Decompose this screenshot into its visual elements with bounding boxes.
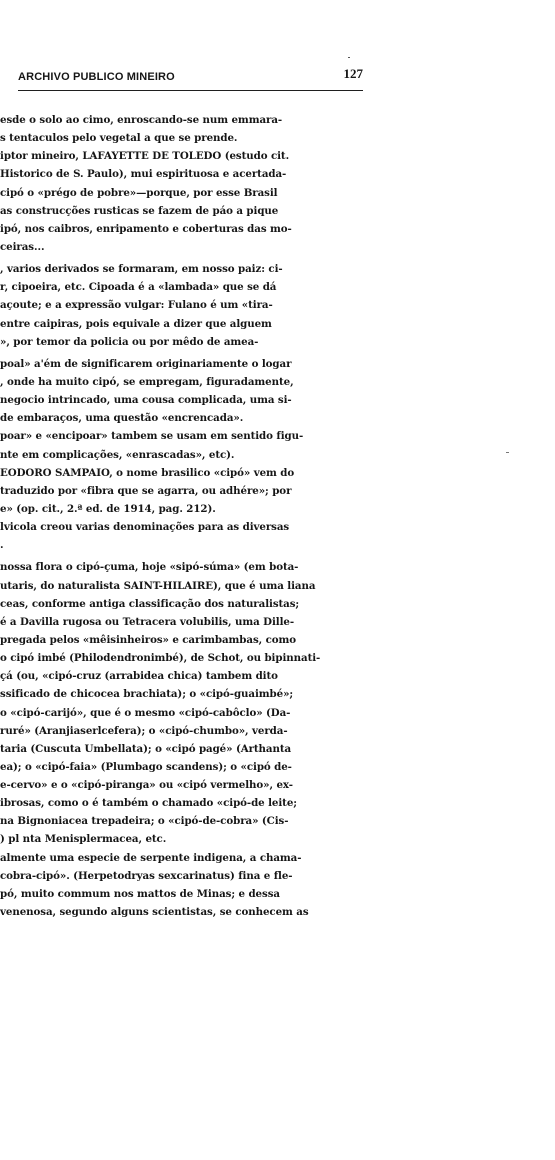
text-line: s tentaculos pelo vegetal a que se prende. [0, 132, 238, 145]
text-line: ruré» (Aranjiaserlcefera); o «cipó-chumbo», verda- [0, 724, 288, 737]
print-speck [348, 57, 350, 58]
text-line: cobra-cipó». (Herpetodryas sexcarinatus) fina e fle- [0, 869, 293, 882]
text-line: lvicola creou varias denominações para as diversas [0, 521, 290, 534]
stray-mark [506, 452, 509, 453]
text-line: ibrosas, como o é também o chamado «cipó-de leite; [0, 797, 297, 810]
text-line: pregada pelos «mêisinheiros» e carimbambas, como [0, 633, 297, 646]
text-line: ceiras... [0, 240, 45, 253]
text-line: , onde ha muito cipó, se empregam, figuradamente, [0, 375, 294, 388]
text-line: EODORO SAMPAIO, o nome brasilico «cipó» vem do [0, 466, 295, 479]
text-line: ceas, conforme antiga classificação dos naturalistas; [0, 597, 300, 610]
text-line: entre caipiras, pois equivale a dizer que alguem [0, 317, 272, 330]
running-head: ARCHIVO PUBLICO MINEIRO [18, 71, 175, 83]
text-line: poar» e «encipoar» tambem se usam em sentido figu- [0, 430, 304, 443]
text-line: nossa flora o cipó-çuma, hoje «sipó-súma» (em bota- [0, 561, 299, 574]
text-line: traduzido por «fibra que se agarra, ou adhére»; por [0, 484, 292, 497]
text-line: taria (Cuscuta Umbellata); o «cipó pagé» (Arthanta [0, 742, 292, 755]
text-line: nte em complicações, «enrascadas», etc). [0, 448, 235, 461]
text-line: . [0, 539, 4, 552]
text-line: o cipó imbé (Philodendronimbé), de Schot, ou bipinnati- [0, 652, 321, 665]
text-line: pó, muito commum nos mattos de Minas; e dessa [0, 887, 280, 900]
text-line: as construcções rusticas se fazem de páo a pique [0, 204, 279, 217]
text-line: venenosa, segundo alguns scientistas, se conhecem as [0, 906, 309, 919]
text-line: utaris, do naturalista SAINT-HILAIRE), que é uma liana [0, 579, 316, 592]
text-line: Historico de S. Paulo), mui espirituosa e acertada- [0, 168, 287, 181]
page-header [18, 66, 363, 91]
text-line: ipó, nos caibros, enripamento e coberturas das mo- [0, 222, 292, 235]
text-line: cipó o «prégo de pobre»—porque, por esse Brasil [0, 186, 278, 199]
text-line: e» (op. cit., 2.ª ed. de 1914, pag. 212). [0, 502, 216, 515]
text-line: o «cipó-carijó», que é o mesmo «cipó-cabôclo» (Da- [0, 706, 291, 719]
text-line: e-cervo» e o «cipó-piranga» ou «cipó vermelho», ex- [0, 779, 293, 792]
body-text [0, 111, 369, 921]
page-number: 127 [343, 66, 363, 81]
text-line: , varios derivados se formaram, em nosso paiz: ci- [0, 263, 283, 276]
text-line: r, cipoeira, etc. Cipoada é a «lambada» que se dá [0, 281, 277, 294]
text-line: iptor mineiro, LAFAYETTE DE TOLEDO (estudo cit. [0, 150, 290, 163]
text-line: almente uma especie de serpente indigena, a chama- [0, 851, 302, 864]
text-line: esde o solo ao cimo, enroscando-se num emmara- [0, 114, 283, 126]
text-line: açoute; e a expressão vulgar: Fulano é um «tira- [0, 299, 273, 312]
text-line: ea); o «cipó-faia» (Plumbago scandens); o «cipó de- [0, 760, 292, 773]
text-line: ) pl nta Menisplermacea, etc. [0, 833, 167, 846]
text-line: de embaraços, uma questão «encrencada». [0, 412, 244, 425]
text-line: negocio intrincado, uma cousa complicada, uma si- [0, 394, 292, 407]
text-line: çá (ou, «cipó-cruz (arrabidea chica) tambem dito [0, 670, 278, 683]
text-line: é a Davilla rugosa ou Tetracera volubilis, uma Dille- [0, 615, 295, 628]
text-line: », por temor da policia ou por mêdo de amea- [0, 335, 259, 348]
text-line: poal» a'ém de significarem originariamente o logar [0, 357, 292, 370]
text-line: ssificado de chicocea brachiata); o «cipó-guaimbé»; [0, 688, 294, 701]
text-line: na Bignoniacea trepadeira; o «cipó-de-cobra» (Cis- [0, 815, 289, 828]
